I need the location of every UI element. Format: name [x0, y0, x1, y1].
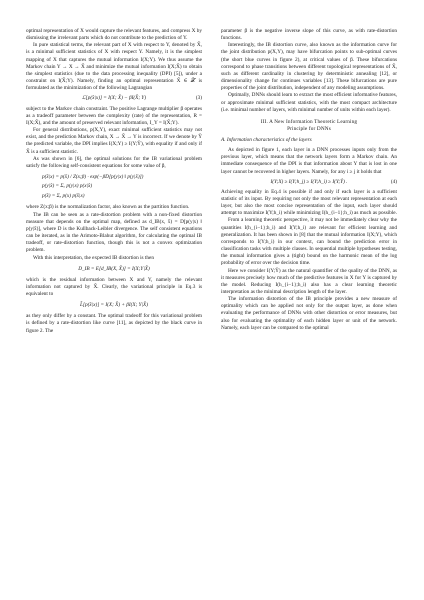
paragraph: The IB can be seen as a rate-distortion problem with a non-fixed distortion measure that depends on the optimal map, defined as d_IB(x, x̂) = D[p(y|x) ‖ p(y|x̂)], where D is the Kullback-Leibler divergence. The self consistent equations can be iterated, as in the Arimoto-Blahut algorithm, for calculating the optimal IB tradeoff, or rate-distortion function, though this is not a convex optimization problem. — [26, 211, 202, 254]
equation-lhs: p(x̂|x) = — [42, 173, 60, 180]
equation-lagrangian-tilde — [26, 301, 202, 310]
paragraph: The information distortion of the IB principle provides a new measure of optimality which can be applied not only for the output layer, as done when evaluating the performance of DNNs with other distortion or error measures, but also for evaluating the optimality of each hidden layer or unit of the network. Namely, each layer can be compared to the optimal — [221, 296, 397, 331]
paragraph: parameter β is the negative inverse slope of this curve, as with rate-distortion functions. — [221, 28, 397, 42]
equation-body: I(Y;X) ≥ I(Y;h_j) ≥ I(Y;h_i) ≥ I(Y;Ŷ) . — [270, 178, 348, 185]
self-consistent-equations — [42, 173, 202, 202]
equation-distortion — [26, 265, 202, 274]
equation-row — [42, 182, 202, 192]
equation-number: (4) — [390, 178, 397, 185]
subsection-heading: A. Information characteristics of the layers — [221, 136, 312, 143]
left-column — [26, 28, 202, 335]
equation-3 — [26, 95, 202, 102]
paragraph: Optimally, DNNs should learn to extract the most efficient informative features, or approximate minimal sufficient statistics, with the most compact architecture (i.e. minimal number of layers, with minimal number of units within each layer). — [221, 92, 397, 113]
equation-lhs: p(y|x̂) = — [42, 183, 60, 190]
paragraph: As depicted in figure 1, each layer in a DNN processes inputs only from the previous layer, which means that the network layers form a Markov chain. An immediate consequence of the DPI is that information about Y that is lost in one layer cannot be recovered in higher layers. Namely, for any i ≥ j it holds that — [221, 147, 397, 175]
equation-4 — [221, 179, 397, 186]
equation-number: (3) — [195, 95, 202, 102]
equation-body: ℒ[p(x̂|x)] = I(X; X̂) − βI(X̂; Y) — [81, 95, 147, 102]
paragraph: subject to the Markov chain constraint. The positive Lagrange multiplier β operates as a tradeoff parameter between the complexity (rate) of the representation, R = I(X;X̂), and the amount of preserved relevant information, I_Y = I(X̂;Y). — [26, 105, 202, 126]
paragraph: where Z(x;β) is the normalization factor, also known as the partition function. — [26, 204, 190, 211]
paragraph: As was shown in [6], the optimal solutions for the IB variational problem satisfy the following self-consistent equations for some value of β, — [26, 155, 202, 169]
paragraph: Here we consider I(Y;Ŷ) as the natural quantifier of the quality of the DNN, as it measures precisely how much of the predictive features in X for Y is captured by the model. Reducing I(h_{i−1};h_i) also has a clear learning theoretic interpretation as the minimal description length of the layer. — [221, 267, 397, 295]
paragraph: which is the residual information between X and Y, namely the relevant information not captured by X̂. Clearly, the variational principle in Eq.3 is equivalent to — [26, 276, 202, 298]
paragraph: In pure statistical terms, the relevant part of X with respect to Y, denoted by X̂, is a minimal sufficient statistics of X with respect Y. Namely, it is the simplest mapping of X that captures the mutual information I(X;Y). We thus assume the Markov chain Y → X → X̂ and minimize the mutual information I(X;X̂) to obtain the simplest statistics (due to the data processing inequality (DPI) [5]), under a constraint on I(X̂;Y). Namely, finding an optimal representation X̂ ∈ 𝒳̂ is formulated as the minimization of the following Lagrangian — [26, 42, 202, 92]
equation-lhs: p(x̂) = — [42, 192, 56, 199]
section-heading — [221, 119, 397, 133]
paragraph: Achieving equality in Eq.4 is possible if and only if each layer is a sufficient statistic of its input. By requiring not only the most relevant representation at each layer, but also the most concise representation of the input, each layer should attempt to maximize I(Y;h_i) while minimizing I(h_{i−1};h_i) as much as possible. — [221, 188, 397, 217]
paragraph: optimal representation of X would capture the relevant features, and compress X by dismissing the irrelevant parts which do not contribute to the prediction of Y. — [26, 28, 202, 42]
section-heading-line: Principle for DNNs — [287, 125, 331, 132]
equation-body: L̃[p(x̂|x)] = I(X; X̂) + βI(X; Y|X̂) — [80, 302, 148, 309]
equation-rhs: p(x̂) / Z(x;β) · exp(−βD[p(y|x) ‖ p(y|x̂)]) — [60, 173, 144, 180]
equation-row — [42, 173, 202, 183]
equation-body: D_IB = E[d_IB(X, X̂)] = I(X;Y|X̂) — [78, 265, 150, 272]
paragraph: From a learning theoretic perspective, it may not be immediately clear why the quantities I(h_{i−1};h_i) and I(Y;h_i) are relevant for efficient learning and generalization. It has been shown in [8] that the mutual information I(X;Y), which corresponds to I(Y;h_i) in our context, can bound the prediction error in classification tasks with multiple classes. In sequential multiple hypotheses testing, the mutual information gives a (tight) bound on the harmonic mean of the log probability of error over the decision time. — [221, 217, 397, 267]
paragraph: Interestingly, the IB distortion curve, also known as the information curve for the joint distribution p(X,Y), may have bifurcation points to sub-optimal curves (the short blue curves in figure 2), at critical values of β. These bifurcations correspond to phase transitions between different topological representations of X̂, such as different cardinality in clustering by deterministic annealing [12], or dimensionality change for continues variables [13]. These bifurcations are pure properties of the joint distribution, independent of any modeling assumptions. — [221, 42, 397, 92]
section-heading-line: III. A New Information Theoretic Learning — [260, 118, 358, 125]
paragraph: With this interpretation, the expected IB distortion is then — [33, 254, 154, 261]
equation-row — [42, 192, 202, 202]
equation-rhs: Σₓ p(y|x) p(x|x̂) — [60, 183, 93, 190]
paragraph: as they only differ by a constant. The optimal tradeoff for this variational problem is defined by a rate-distortion like curve [11], as depicted by the black curve in figure 2. The — [26, 313, 202, 334]
paragraph: For general distributions, p(X,Y), exact minimal sufficient statistics may not exist, and the prediction Markov chain, X → X̂ → Y is incorrect. If we denote by Ŷ the predicted variable, the DPI implies I(X;Y) ≥ I(Y;Ŷ), with equality if and only if X̂ is a sufficient statistic. — [26, 127, 202, 155]
equation-rhs: Σₓ p(x) p(x̂|x) — [56, 192, 85, 199]
right-column — [221, 28, 397, 332]
